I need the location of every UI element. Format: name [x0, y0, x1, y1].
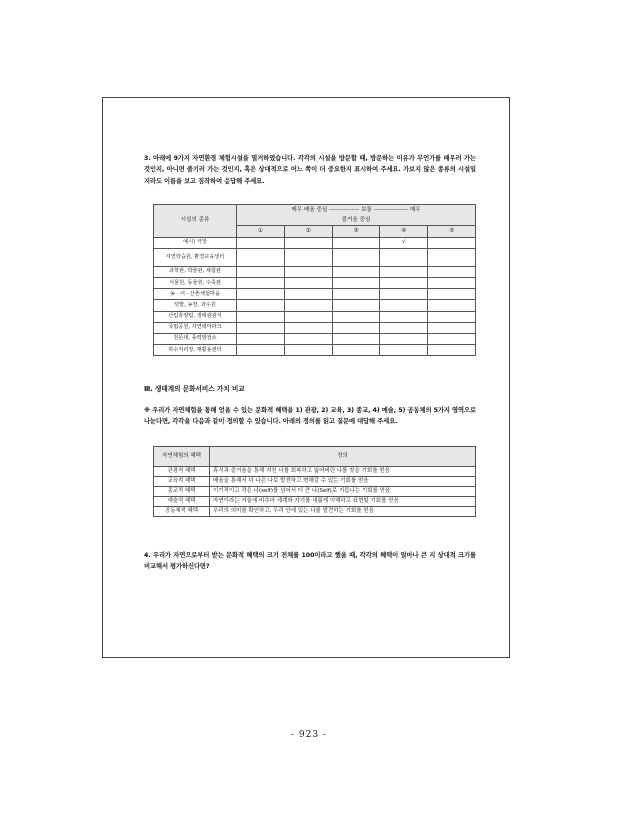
rating-cell[interactable] [284, 248, 332, 266]
rating-cell[interactable] [332, 237, 380, 248]
page-number: - 923 - [291, 730, 327, 740]
rating-cell[interactable] [428, 311, 476, 322]
table-row [154, 333, 476, 344]
section-title: Ⅲ. 생태계의 문화서비스 가치 비교 [144, 385, 245, 393]
rating-cell[interactable] [284, 237, 332, 248]
table-row [154, 300, 476, 311]
rating-cell[interactable] [380, 266, 428, 277]
scale-label-top: 매우 배움 중심 --------------- 보통 ----------------- 매우 [237, 205, 476, 216]
definition-header: 정의 [210, 447, 476, 467]
rating-cell[interactable] [428, 345, 476, 356]
table-row [154, 248, 476, 266]
rating-cell[interactable] [332, 277, 380, 288]
rating-cell[interactable] [237, 266, 285, 277]
rating-cell[interactable] [332, 266, 380, 277]
rating-cell[interactable] [380, 333, 428, 344]
rating-cell[interactable] [380, 300, 428, 311]
facility-label: 예시) 극장 [154, 237, 237, 248]
scale-number: ② [284, 226, 332, 237]
rating-cell[interactable] [237, 237, 285, 248]
table-row [154, 311, 476, 322]
benefit-label: 교육적 혜택 [154, 477, 210, 487]
benefit-header: 자연체험의 혜택 [154, 447, 210, 467]
table-row [154, 277, 476, 288]
rating-cell[interactable] [380, 248, 428, 266]
rating-cell[interactable] [428, 277, 476, 288]
scale-number: ① [237, 226, 285, 237]
rating-cell[interactable] [380, 311, 428, 322]
rating-cell[interactable] [237, 333, 285, 344]
rating-cell[interactable] [332, 289, 380, 300]
benefits-intro: ※ 우리가 자연체험을 통해 얻을 수 있는 문화적 혜택을 1) 관광, 2) 교육, 3) 종교, 4) 예술, 5) 공동체의 5가지 영역으로 나눈다면, 각각을 다음과 같이 정의할 수 있습니다. 아래의 정의를 읽고 질문에 대답해 주세요. [144, 407, 476, 426]
table-row [154, 289, 476, 300]
table-row [154, 237, 476, 248]
rating-cell[interactable] [237, 311, 285, 322]
table-row [154, 497, 476, 507]
rating-cell[interactable] [284, 311, 332, 322]
rating-cell[interactable] [237, 322, 285, 333]
rating-cell[interactable] [332, 345, 380, 356]
rating-cell[interactable] [428, 333, 476, 344]
table-row [154, 467, 476, 477]
facility-label: 과학관, 박물관, 체험관 [154, 266, 237, 277]
facility-label: 국립공원, 자연테마파크 [154, 322, 237, 333]
rating-cell[interactable] [284, 289, 332, 300]
facility-label: 하수처리장, 재활용센터 [154, 345, 237, 356]
rating-cell[interactable] [237, 248, 285, 266]
facility-label: 텃밭, 농장, 과수원 [154, 300, 237, 311]
facility-label: 농 · 어 · 산촌체험마을 [154, 289, 237, 300]
question-4: 4. 우리가 자연으로부터 받는 문화적 혜택의 크기 전체를 100이라고 했을 때, 각각의 혜택이 얼마나 큰 지 상대적 크기를 비교해서 평가하신다면? [144, 552, 476, 571]
rating-cell[interactable] [284, 300, 332, 311]
rating-cell[interactable] [380, 322, 428, 333]
rating-cell[interactable] [332, 300, 380, 311]
rating-cell[interactable] [332, 322, 380, 333]
table-row [154, 266, 476, 277]
benefit-label: 공동체적 혜택 [154, 507, 210, 517]
rating-cell[interactable] [284, 345, 332, 356]
benefit-definition: 우리의 의미를 확인하고, 우리 안에 있는 나를 발견하는 기회를 얻음 [210, 507, 476, 517]
benefit-label: 관광적 혜택 [154, 467, 210, 477]
rating-cell[interactable] [332, 333, 380, 344]
scale-number: ③ [332, 226, 380, 237]
benefit-definition: 배움을 통해서 더 나은 나로 발전하고 변해갈 수 있는 기회를 얻음 [210, 477, 476, 487]
facility-type-header: 시설의 종류 [154, 205, 237, 238]
rating-cell[interactable] [237, 289, 285, 300]
rating-cell[interactable] [237, 300, 285, 311]
rating-cell[interactable] [428, 300, 476, 311]
rating-cell[interactable] [284, 266, 332, 277]
table-row [154, 487, 476, 497]
facility-rating-table [153, 204, 476, 356]
rating-cell[interactable] [332, 311, 380, 322]
rating-cell[interactable] [237, 345, 285, 356]
table-row [154, 477, 476, 487]
rating-cell[interactable] [428, 248, 476, 266]
rating-cell[interactable] [428, 266, 476, 277]
facility-label: 천문대, 풍력발전소 [154, 333, 237, 344]
rating-cell[interactable] [428, 289, 476, 300]
benefit-label: 종교적 혜택 [154, 487, 210, 497]
table-row [154, 507, 476, 517]
facility-label: 산림휴양림, 생태관광지 [154, 311, 237, 322]
table-row [154, 322, 476, 333]
benefit-label: 예술적 혜택 [154, 497, 210, 507]
rating-cell[interactable] [284, 333, 332, 344]
facility-label: 식물원, 동물원, 수족관 [154, 277, 237, 288]
rating-cell[interactable] [428, 237, 476, 248]
scale-number: ④ [380, 226, 428, 237]
scale-number: ⑤ [428, 226, 476, 237]
rating-cell[interactable] [284, 322, 332, 333]
rating-cell[interactable] [428, 322, 476, 333]
rating-cell[interactable] [237, 277, 285, 288]
benefit-definition: 이기적이고 작은 나(self)를 넘어서 더 큰 나(Self)로 거듭나는 기회를 얻음 [210, 487, 476, 497]
benefit-definition: 휴식과 즐거움을 통해 지친 나를 회복하고 잃어버린 나를 찾을 기회를 얻음 [210, 467, 476, 477]
rating-cell[interactable] [380, 345, 428, 356]
facility-label: 자연학습원, 환경교육센터 [154, 248, 237, 266]
scale-label-bottom: 즐거움 중심 [237, 215, 476, 226]
table-row [154, 345, 476, 356]
rating-cell[interactable] [380, 289, 428, 300]
benefit-definition: 자연이라는 거울에 비추어 세계와 자기를 새롭게 이해하고 표현할 기회를 얻음 [210, 497, 476, 507]
rating-cell[interactable]: √ [380, 237, 428, 248]
benefit-definition-table [153, 446, 476, 517]
rating-cell[interactable] [332, 248, 380, 266]
rating-cell[interactable] [284, 277, 332, 288]
rating-cell[interactable] [380, 277, 428, 288]
question-3: 3. 아래에 9가지 자연환경 체험시설을 열거하였습니다. 각각의 시설을 방문할 때, 방문하는 이유가 무언가를 배우러 가는 것인지, 아니면 즐기러 가는 것인지, 혹은 상대적으로 어느 쪽이 더 중요한지 표시하여 주세요. 가보지 않은 종류의 시설일지라도 이름을 보고 짐작하여 응답해 주세요. [144, 155, 476, 185]
